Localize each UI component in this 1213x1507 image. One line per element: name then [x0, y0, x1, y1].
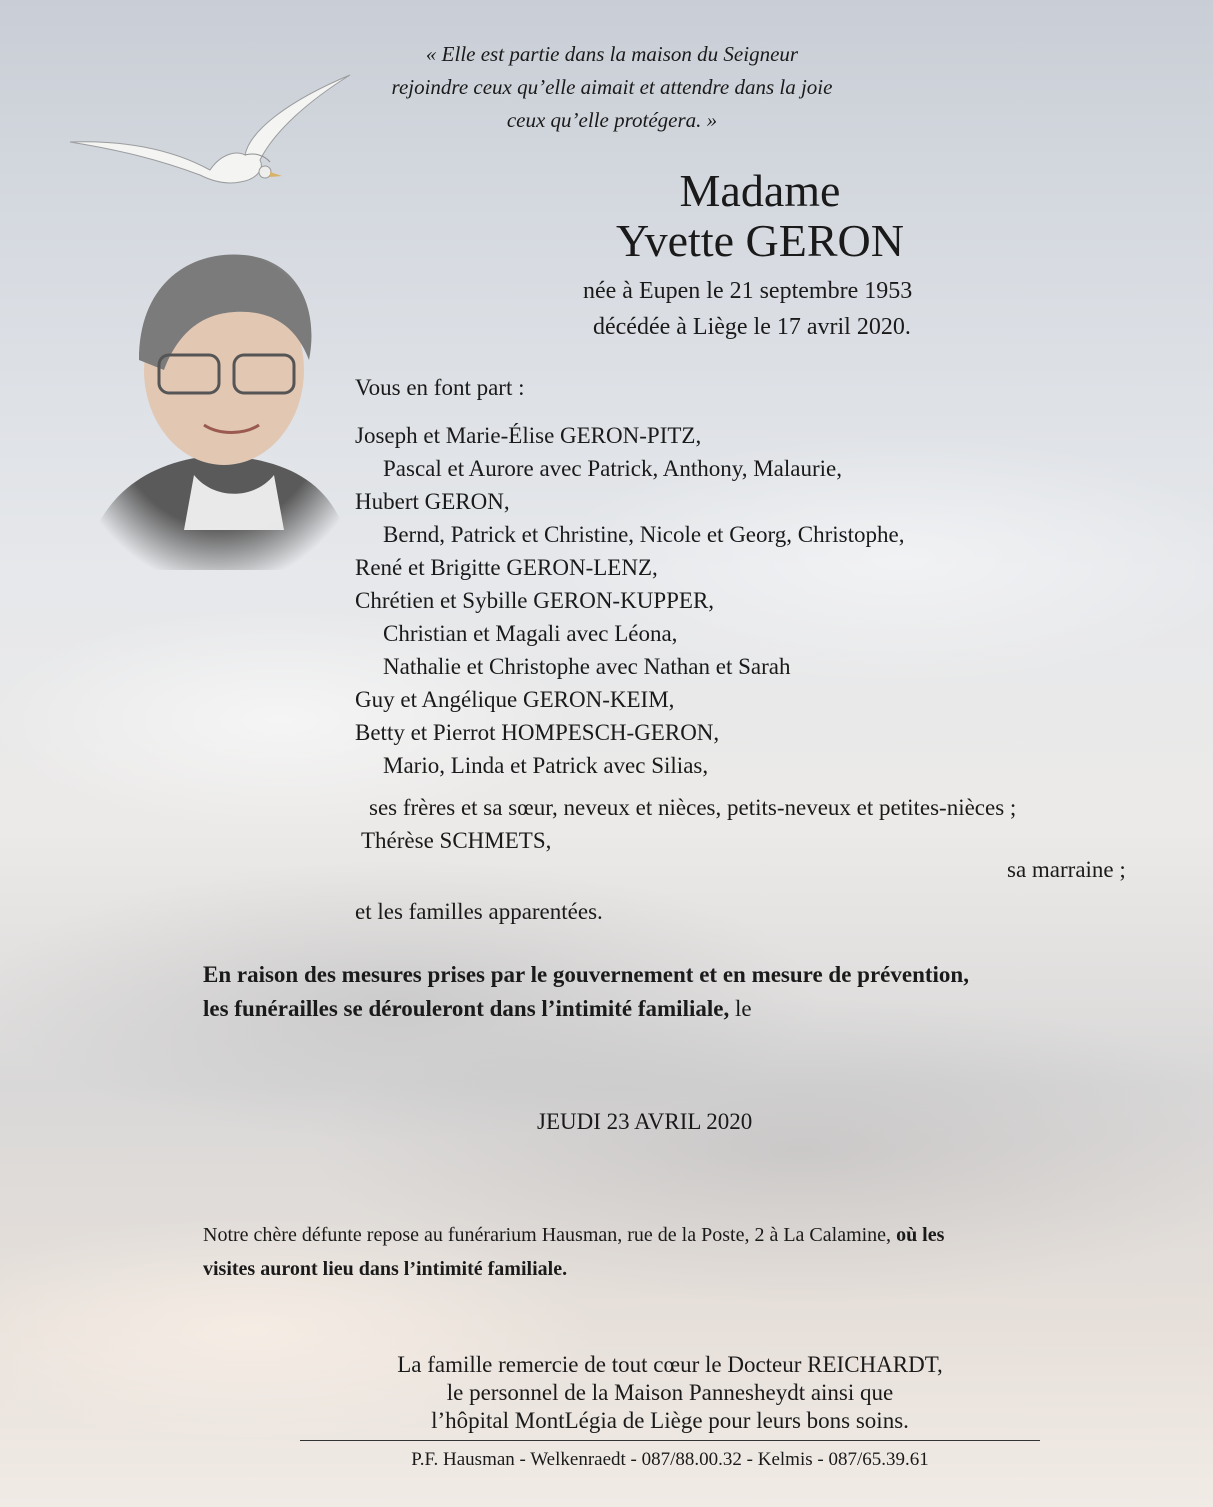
quote-line-1: « Elle est partie dans la maison du Seigneur — [425, 42, 799, 66]
quote-line-2: rejoindre ceux qu’elle aimait et attendre dans la joie — [391, 75, 833, 99]
thanks-line-3: l’hôpital MontLégia de Liège pour leurs bons soins. — [431, 1408, 909, 1433]
family-line: Bernd, Patrick et Christine, Nicole et Georg, Christophe, — [383, 522, 905, 547]
title-madame: Madame — [679, 165, 841, 216]
portrait-photo — [84, 240, 354, 570]
family-line: René et Brigitte GERON-LENZ, — [355, 555, 658, 580]
family-line: Nathalie et Christophe avec Nathan et Sarah — [383, 654, 791, 679]
funeral-notice-line-2 — [203, 996, 752, 1022]
family-line: Christian et Magali avec Léona, — [383, 621, 678, 646]
family-line: Pascal et Aurore avec Patrick, Anthony, Malaurie, — [383, 456, 843, 481]
birth-info: née à Eupen le 21 septembre 1953 — [583, 278, 913, 304]
family-line: ses frères et sa sœur, neveux et nièces, petits-neveux et petites-nièces ; — [369, 795, 1017, 820]
family-line: et les familles apparentées. — [355, 899, 603, 924]
family-line: Thérèse SCHMETS, — [361, 828, 552, 853]
family-line: Mario, Linda et Patrick avec Silias, — [383, 753, 709, 778]
family-line: Guy et Angélique GERON-KEIM, — [355, 687, 675, 712]
thanks-line-1: La famille remercie de tout cœur le Docteur REICHARDT, — [397, 1352, 943, 1377]
family-line: sa marraine ; — [1007, 857, 1126, 882]
death-info: décédée à Liège le 17 avril 2020. — [593, 314, 911, 340]
repose-line-2: visites auront lieu dans l’intimité familiale. — [203, 1258, 568, 1280]
thanks-line-2: le personnel de la Maison Pannesheydt ainsi que — [446, 1380, 894, 1405]
family-line: Chrétien et Sybille GERON-KUPPER, — [355, 588, 715, 613]
footer-divider — [300, 1440, 1040, 1441]
funeral-notice-line-1: En raison des mesures prises par le gouvernement et en mesure de prévention, — [203, 962, 969, 987]
funeral-home-contact: P.F. Hausman - Welkenraedt - 087/88.00.32 - Kelmis - 087/65.39.61 — [411, 1449, 929, 1470]
family-line: Betty et Pierrot HOMPESCH-GERON, — [355, 720, 720, 745]
family-line: Hubert GERON, — [355, 489, 510, 514]
repose-text: Notre chère défunte repose au funérarium Hausman, rue de la Poste, 2 à La Calamine, — [203, 1224, 892, 1246]
announce-intro: Vous en font part : — [355, 375, 525, 400]
funeral-notice-le: le — [729, 996, 752, 1021]
repose-bold: où les — [891, 1224, 945, 1246]
repose-line-1 — [203, 1224, 944, 1247]
funeral-notice-bold: les funérailles se dérouleront dans l’intimité familiale, — [203, 996, 730, 1021]
deceased-name: Yvette GERON — [616, 215, 904, 266]
funeral-date: JEUDI 23 AVRIL 2020 — [537, 1109, 753, 1134]
family-line: Joseph et Marie-Élise GERON-PITZ, — [355, 423, 702, 448]
quote-line-3: ceux qu’elle protégera. » — [506, 108, 718, 132]
